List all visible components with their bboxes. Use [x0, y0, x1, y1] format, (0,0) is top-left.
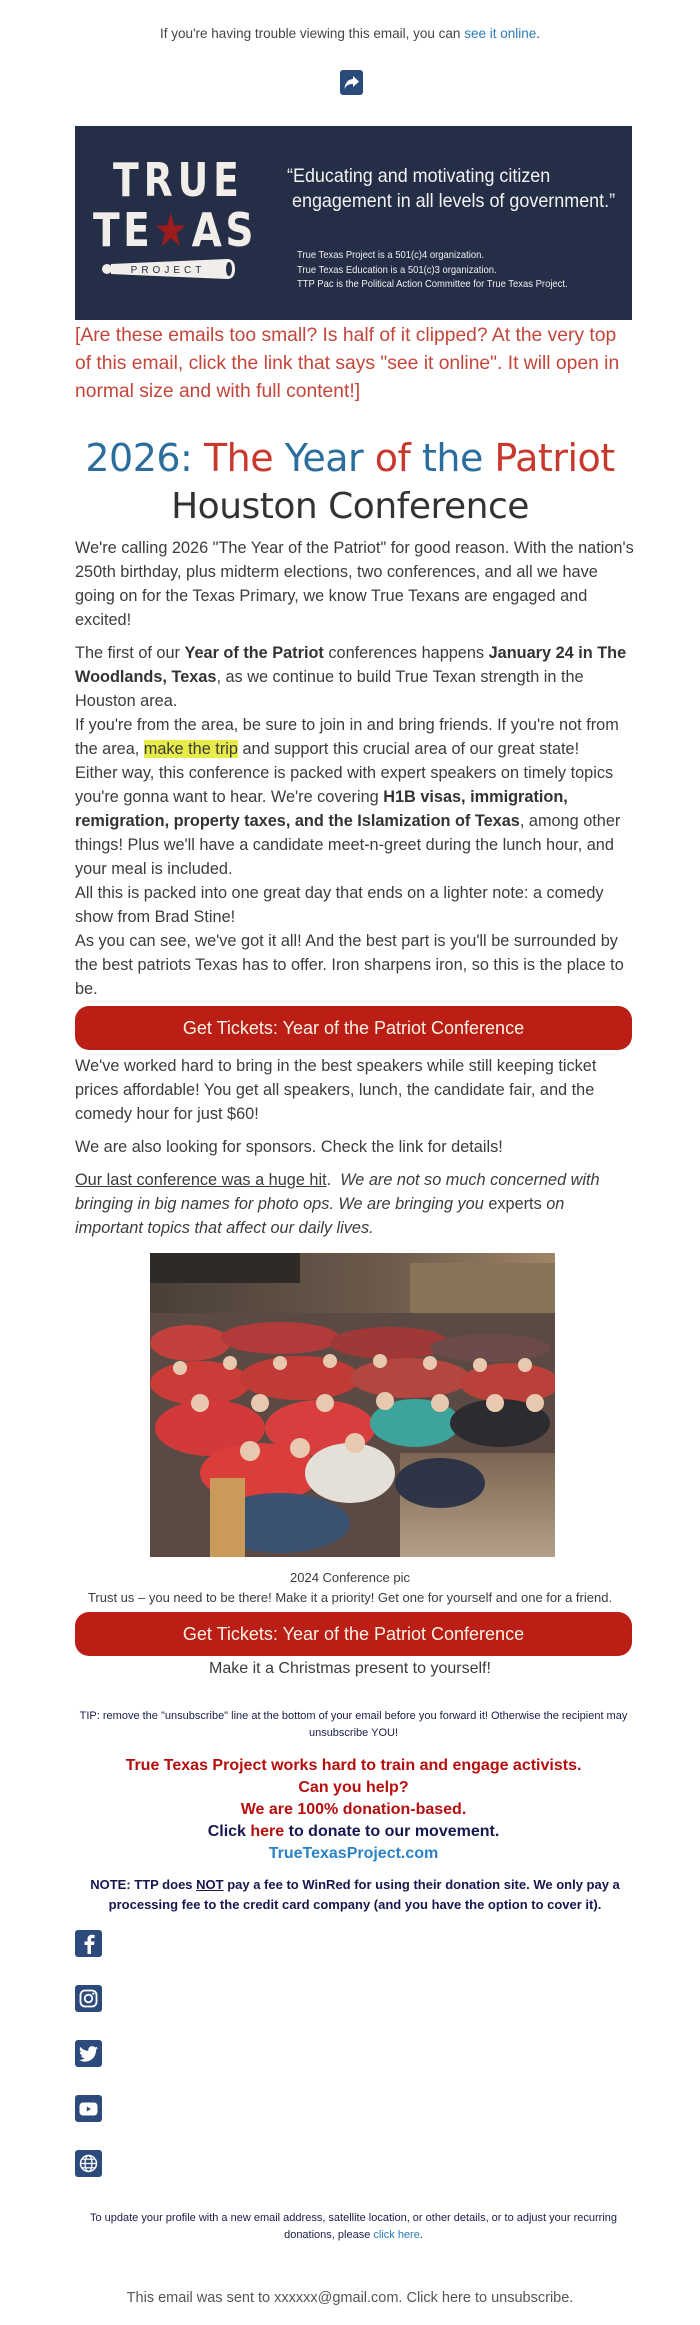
text: Either way, this conference is packed with expert speakers on timely topics you're gonna want to hear. We're covering [75, 764, 614, 806]
paragraph-pricing: We've worked hard to bring in the best speakers while still keeping ticket prices affordable! You get all speakers, lunch, the candidate fair, and the comedy hour for just $60! [75, 1057, 597, 1123]
donation-section [75, 1755, 632, 1865]
get-tickets-button[interactable]: Get Tickets: Year of the Patriot Conference [75, 1006, 632, 1050]
title-year: 2026: [85, 436, 204, 480]
logo-project-text: PROJECT [130, 265, 206, 276]
share-arrow-icon [343, 75, 360, 90]
twitter-link[interactable] [75, 2040, 102, 2067]
underlined-not: NOT [196, 1877, 224, 1892]
highlighted-text: make the trip [143, 740, 238, 758]
donation-headline: True Texas Project works hard to train and engage activists. [125, 1757, 582, 1774]
view-online-line [0, 26, 700, 41]
title-patriot: Patriot [494, 436, 615, 480]
trust-us-text: Trust us – you need to be there! Make it a priority! Get one for yourself and one for a friend. [87, 1590, 613, 1605]
page-title [0, 435, 700, 481]
share-button[interactable] [340, 70, 363, 95]
title-of: of [374, 436, 422, 480]
italic-text: on important topics that affect our daily lives. [75, 1195, 565, 1237]
logo-te: TE [93, 203, 154, 257]
text: experts [483, 1195, 547, 1213]
paragraph-sponsors: We are also looking for sponsors. Check the link for details! [75, 1138, 503, 1156]
logo-true-text: TRUE [113, 153, 244, 207]
donate-line [75, 1821, 632, 1843]
get-tickets-button-2[interactable]: Get Tickets: Year of the Patriot Conference [75, 1612, 632, 1656]
instagram-icon [79, 1989, 98, 2008]
donate-here-link[interactable]: here [250, 1823, 285, 1840]
donation-question: Can you help? [298, 1779, 409, 1796]
header-banner [75, 126, 632, 320]
text: , as we continue to build True Texan strength in the Houston area. [75, 668, 584, 710]
conference-crowd-image [150, 1253, 555, 1557]
text: , among other things! Plus we'll have a candidate meet-n-greet during the lunch hour, and your meal is included. [75, 812, 621, 878]
page-subtitle: Houston Conference [171, 486, 529, 527]
banner-quote [287, 164, 615, 214]
winred-note [80, 1875, 630, 1915]
title-the: The [203, 436, 285, 480]
youtube-icon [79, 2102, 98, 2116]
paragraph-comedy: All this is packed into one great day that ends on a lighter note: a comedy show from Brad Stine! [75, 884, 604, 926]
twitter-icon [79, 2046, 98, 2062]
quote-line-1: “Educating and motivating citizen [287, 165, 551, 187]
text: to donate to our movement. [284, 1823, 500, 1840]
text: . [326, 1171, 341, 1189]
logo-as: AS [191, 203, 257, 257]
donation-based-text: We are 100% donation-based. [240, 1801, 467, 1818]
text: The first of our [75, 644, 185, 662]
org-line-1: True Texas Project is a 501(c)4 organization. [297, 249, 485, 261]
youtube-link[interactable] [75, 2095, 102, 2122]
text: . [419, 2229, 423, 2241]
org-line-2: True Texas Education is a 501(c)3 organization. [297, 263, 497, 276]
photo-caption: 2024 Conference pic [290, 1570, 410, 1585]
intro-section [75, 536, 635, 1001]
paragraph-make-trip [75, 713, 635, 761]
facebook-link[interactable] [75, 1930, 102, 1957]
text: NOTE: TTP does [90, 1877, 197, 1892]
title-the2: the [421, 436, 495, 480]
website-link[interactable]: TrueTexasProject.com [268, 1845, 439, 1862]
text: Click [207, 1823, 251, 1840]
christmas-text: Make it a Christmas present to yourself! [209, 1660, 491, 1677]
facebook-icon [82, 1934, 96, 1954]
org-line-3: TTP Pac is the Political Action Committee for True Texas Project. [297, 278, 568, 290]
text: and support this crucial area of our great state! [237, 740, 580, 758]
clipped-email-notice: [Are these emails too small? Is half of it clipped? At the very top of this email, click the link that says "see it online". It will open in normal size and with full content!] [75, 325, 620, 402]
text: To update your profile with a new email address, satellite location, or other details, or to adjust your recurring donations, please [89, 2212, 618, 2241]
italic-text: We are not so much concerned with bringing in big names for photo ops. We are bringing you [75, 1171, 600, 1213]
text: pay a fee to WinRed for using their donation site. We only pay a processing fee to the credit card company (and you have the option to cover it). [108, 1877, 620, 1912]
bold-topics: H1B visas, immigration, remigration, property taxes, and the Islamization of Texas [75, 788, 568, 830]
unsubscribe-link[interactable]: This email was sent to xxxxxx@gmail.com. Click here to unsubscribe. [126, 2290, 574, 2306]
title-year-word: Year [284, 436, 375, 480]
paragraph-last-conference [75, 1168, 635, 1240]
pricing-section [75, 1054, 635, 1240]
banner-org-info [297, 248, 568, 292]
cannon-logo-icon [101, 258, 237, 280]
conference-photo [150, 1253, 555, 1557]
paragraph-topics [75, 761, 635, 881]
text: conferences happens [323, 644, 489, 662]
update-profile-link[interactable]: click here [373, 2229, 420, 2241]
text: If you're from the area, be sure to join in and bring friends. If you're not from the area, [75, 716, 619, 758]
paragraph-best-part: As you can see, we've got it all! And the best part is you'll be surrounded by the best patriots Texas has to offer. Iron sharpens iron, so this is the place to be. [75, 932, 624, 998]
paragraph-first-conference [75, 641, 635, 713]
bold-text: Year of the Patriot [184, 644, 324, 662]
forward-tip: TIP: remove the "unsubscribe" line at the bottom of your email before you forward it! Otherwise the recipient may unsubscribe YOU! [79, 1710, 628, 1739]
instagram-link[interactable] [75, 1985, 102, 2012]
see-online-link[interactable]: see it online [464, 26, 537, 41]
paragraph-intro: We're calling 2026 "The Year of the Patriot" for good reason. With the nation's 250th birthday, plus midterm elections, two conferences, and all we have going on for the Texas Primary, we know True Texans are engaged and excited! [75, 539, 634, 629]
trouble-text: If you're having trouble viewing this email, you can [159, 26, 465, 41]
star-icon: ★ [153, 203, 192, 257]
update-profile-text [75, 2210, 632, 2244]
website-globe-icon [79, 2154, 98, 2173]
website-link-icon[interactable] [75, 2150, 102, 2177]
logo-texas-text [93, 203, 257, 257]
last-conference-link[interactable]: Our last conference was a huge hit [75, 1171, 327, 1189]
trouble-suffix: . [536, 26, 541, 41]
quote-line-2: engagement in all levels of government.” [287, 190, 616, 212]
bold-date-location: January 24 in The Woodlands, Texas [75, 644, 627, 686]
